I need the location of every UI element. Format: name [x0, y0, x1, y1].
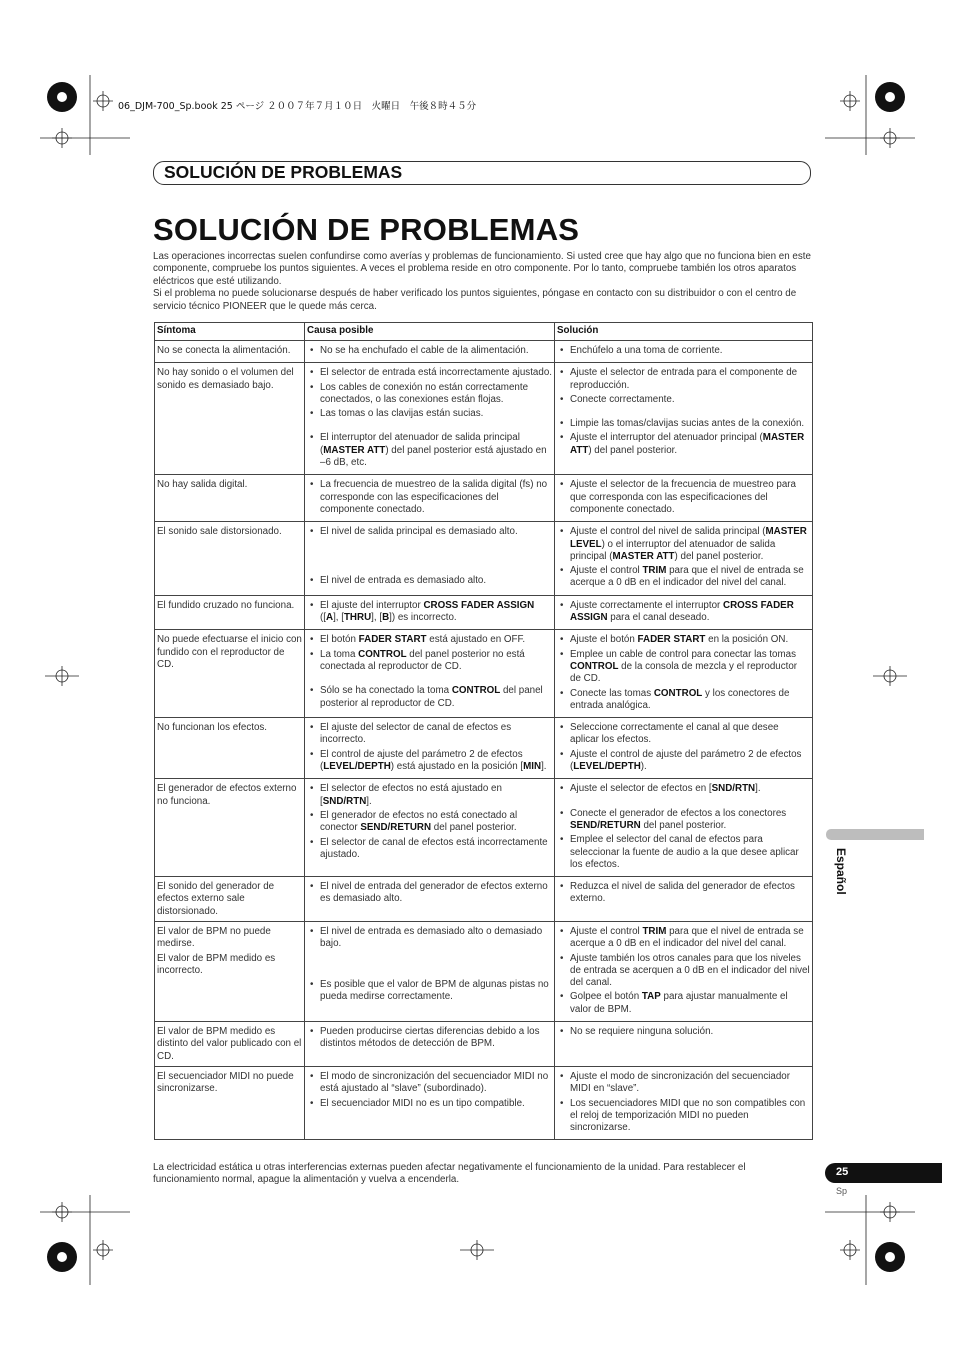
- table-header-row: [155, 323, 813, 341]
- table-row: [155, 475, 813, 522]
- symptom-cell: No se conecta la alimentación.: [155, 341, 305, 363]
- language-tab-bar: [826, 829, 924, 840]
- language-tab: [830, 848, 852, 908]
- cause-cell: • La frecuencia de muestreo de la salida digital (fs) no corresponde con las especificaciones del componente conectado.: [305, 475, 555, 522]
- solution-cell: • Ajuste el botón FADER START en la posición ON. • Emplee un cable de control para conectar las tomas CONTROL de la consola de mezcla y el reproductor de CD. • Conecte las tomas CONTROL y los conectores de entrada analógica.: [555, 630, 813, 718]
- symptom-cell: No puede efectuarse el inicio con fundido con el reproductor de CD.: [155, 630, 305, 718]
- table-row: [155, 341, 813, 363]
- solution-cell: • Ajuste correctamente el interruptor CROSS FADER ASSIGN para el canal deseado.: [555, 595, 813, 630]
- solution-cell: • No se requiere ninguna solución.: [555, 1022, 813, 1067]
- page-number: 25: [836, 1166, 849, 1178]
- table-row: [155, 630, 813, 718]
- symptom-cell: El valor de BPM medido es distinto del valor publicado con el CD.: [155, 1022, 305, 1067]
- solution-cell: • Ajuste el selector de entrada para el componente de reproducción. • Conecte correctamente. • Limpie las tomas/clavijas sucias antes de la conexión. • Ajuste el interruptor del atenuador principal (MASTER ATT) del panel posterior.: [555, 363, 813, 475]
- cause-cell: • El modo de sincronización del secuenciador MIDI no está ajustado al “slave” (subordinado). • El secuenciador MIDI no es un tipo compatible.: [305, 1066, 555, 1139]
- footer-note: La electricidad estática u otras interferencias externas pueden afectar negativamente el funcionamiento de la unidad. Para restablecer el funcionamiento normal, apague la alimentación y vuelva a encenderla.: [153, 1162, 746, 1186]
- table-row: [155, 1066, 813, 1139]
- solution-cell: • Seleccione correctamente el canal al que desee aplicar los efectos. • Ajuste el control de ajuste del parámetro 2 de efectos (LEVEL/DEPTH).: [555, 718, 813, 779]
- print-header: 06_DJM-700_Sp.book 25 ページ ２００７年７月１０日 火曜日 午後８時４５分: [118, 101, 477, 112]
- language-label: Español: [834, 848, 848, 895]
- header-sintoma: Síntoma: [155, 323, 305, 341]
- cause-cell: • Pueden producirse ciertas diferencias debido a los distintos métodos de detección de BPM.: [305, 1022, 555, 1067]
- solution-cell: • Ajuste el control del nivel de salida principal (MASTER LEVEL) o el interruptor del atenuador de salida principal (MASTER ATT) del panel posterior. • Ajuste el control TRIM para que el nivel de entrada se acerque a 0 dB en el indicador del nivel del canal.: [555, 522, 813, 595]
- intro-paragraph: Si el problema no puede solucionarse después de haber verificado los puntos siguientes, póngase en contacto con su distribuidor o con el centro de servicio técnico PIONEER que le quede más cerca.: [153, 288, 797, 312]
- cause-cell: • No se ha enchufado el cable de la alimentación.: [305, 341, 555, 363]
- symptom-cell: El fundido cruzado no funciona.: [155, 595, 305, 630]
- intro-text: [153, 251, 813, 313]
- table-row: [155, 718, 813, 779]
- symptom-cell: El secuenciador MIDI no puede sincronizarse.: [155, 1066, 305, 1139]
- symptom-cell: No hay sonido o el volumen del sonido es demasiado bajo.: [155, 363, 305, 475]
- header-solucion: Solución: [555, 323, 813, 341]
- cause-cell: • El ajuste del interruptor CROSS FADER ASSIGN ([A], [THRU], [B]) es incorrecto.: [305, 595, 555, 630]
- intro-paragraph: Las operaciones incorrectas suelen confundirse como averías y problemas de funcionamiento. Si usted cree que hay algo que no funciona bien en este componente, compruebe los puntos siguientes. A veces el problema reside en otro componente. Por lo tanto, compruebe también los otros aparatos eléctricos que esté utilizando.: [153, 251, 811, 287]
- cause-cell: • El botón FADER START está ajustado en OFF. • La toma CONTROL del panel posterior no está conectada al reproductor de CD. • Sólo se ha conectado la toma CONTROL del panel posterior al reproductor de CD.: [305, 630, 555, 718]
- table-row: [155, 522, 813, 595]
- solution-cell: • Ajuste el selector de efectos en [SND/RTN]. • Conecte el generador de efectos a los conectores SEND/RETURN del panel posterior. • Emplee el selector del canal de efectos para seleccionar la fuente de audio a la que desee aplicar los efectos.: [555, 779, 813, 877]
- solution-cell: • Ajuste el selector de la frecuencia de muestreo para que corresponda con las especificaciones del componente conectado.: [555, 475, 813, 522]
- symptom-cell: No funcionan los efectos.: [155, 718, 305, 779]
- cause-cell: • El selector de efectos no está ajustado en [SND/RTN]. • El generador de efectos no está conectado al conector SEND/RETURN del panel posterior. • El selector de canal de efectos está incorrectamente ajustado.: [305, 779, 555, 877]
- solution-cell: • Enchúfelo a una toma de corriente.: [555, 341, 813, 363]
- page-lang-code: Sp: [836, 1186, 848, 1196]
- table-row: [155, 921, 813, 1021]
- symptom-cell: El valor de BPM no puede medirse. El valor de BPM medido es incorrecto.: [155, 921, 305, 1021]
- table-row: [155, 877, 813, 922]
- cause-cell: • El ajuste del selector de canal de efectos es incorrecto. • El control de ajuste del parámetro 2 de efectos (LEVEL/DEPTH) está ajustado en la posición [MIN].: [305, 718, 555, 779]
- cause-cell: • El nivel de entrada del generador de efectos externo es demasiado alto.: [305, 877, 555, 922]
- page-title: SOLUCIÓN DE PROBLEMAS: [153, 212, 580, 247]
- symptom-cell: El sonido del generador de efectos externo sale distorsionado.: [155, 877, 305, 922]
- section-title: SOLUCIÓN DE PROBLEMAS: [164, 162, 403, 182]
- symptom-cell: El generador de efectos externo no funciona.: [155, 779, 305, 877]
- table-row: [155, 363, 813, 475]
- cause-cell: • El nivel de entrada es demasiado alto o demasiado bajo. • Es posible que el valor de BPM de algunas pistas no pueda medirse correctamente.: [305, 921, 555, 1021]
- troubleshooting-table: [154, 322, 813, 1140]
- solution-cell: • Reduzca el nivel de salida del generador de efectos externo.: [555, 877, 813, 922]
- table-row: [155, 779, 813, 877]
- cause-cell: • El nivel de salida principal es demasiado alto. • El nivel de entrada es demasiado alto.: [305, 522, 555, 595]
- symptom-cell: El sonido sale distorsionado.: [155, 522, 305, 595]
- solution-cell: • Ajuste el control TRIM para que el nivel de entrada se acerque a 0 dB en el indicador del nivel del canal. • Ajuste también los otros canales para que los niveles de entrada se acerquen a 0 dB en el indicador del nivel del canal. • Golpee el botón TAP para ajustar manualmente el valor de BPM.: [555, 921, 813, 1021]
- header-causa: Causa posible: [305, 323, 555, 341]
- solution-cell: • Ajuste el modo de sincronización del secuenciador MIDI en “slave”. • Los secuenciadores MIDI que no son compatibles con el reloj de temporización MIDI no pueden sincronizarse.: [555, 1066, 813, 1139]
- symptom-cell: No hay salida digital.: [155, 475, 305, 522]
- table-row: [155, 595, 813, 630]
- table-row: [155, 1022, 813, 1067]
- cause-cell: • El selector de entrada está incorrectamente ajustado. • Los cables de conexión no están correctamente conectados, o las conexiones están flojas. • Las tomas o las clavijas están sucias. • El interruptor del atenuador de salida principal (MASTER ATT) del panel posterior está ajustado en –6 dB, etc.: [305, 363, 555, 475]
